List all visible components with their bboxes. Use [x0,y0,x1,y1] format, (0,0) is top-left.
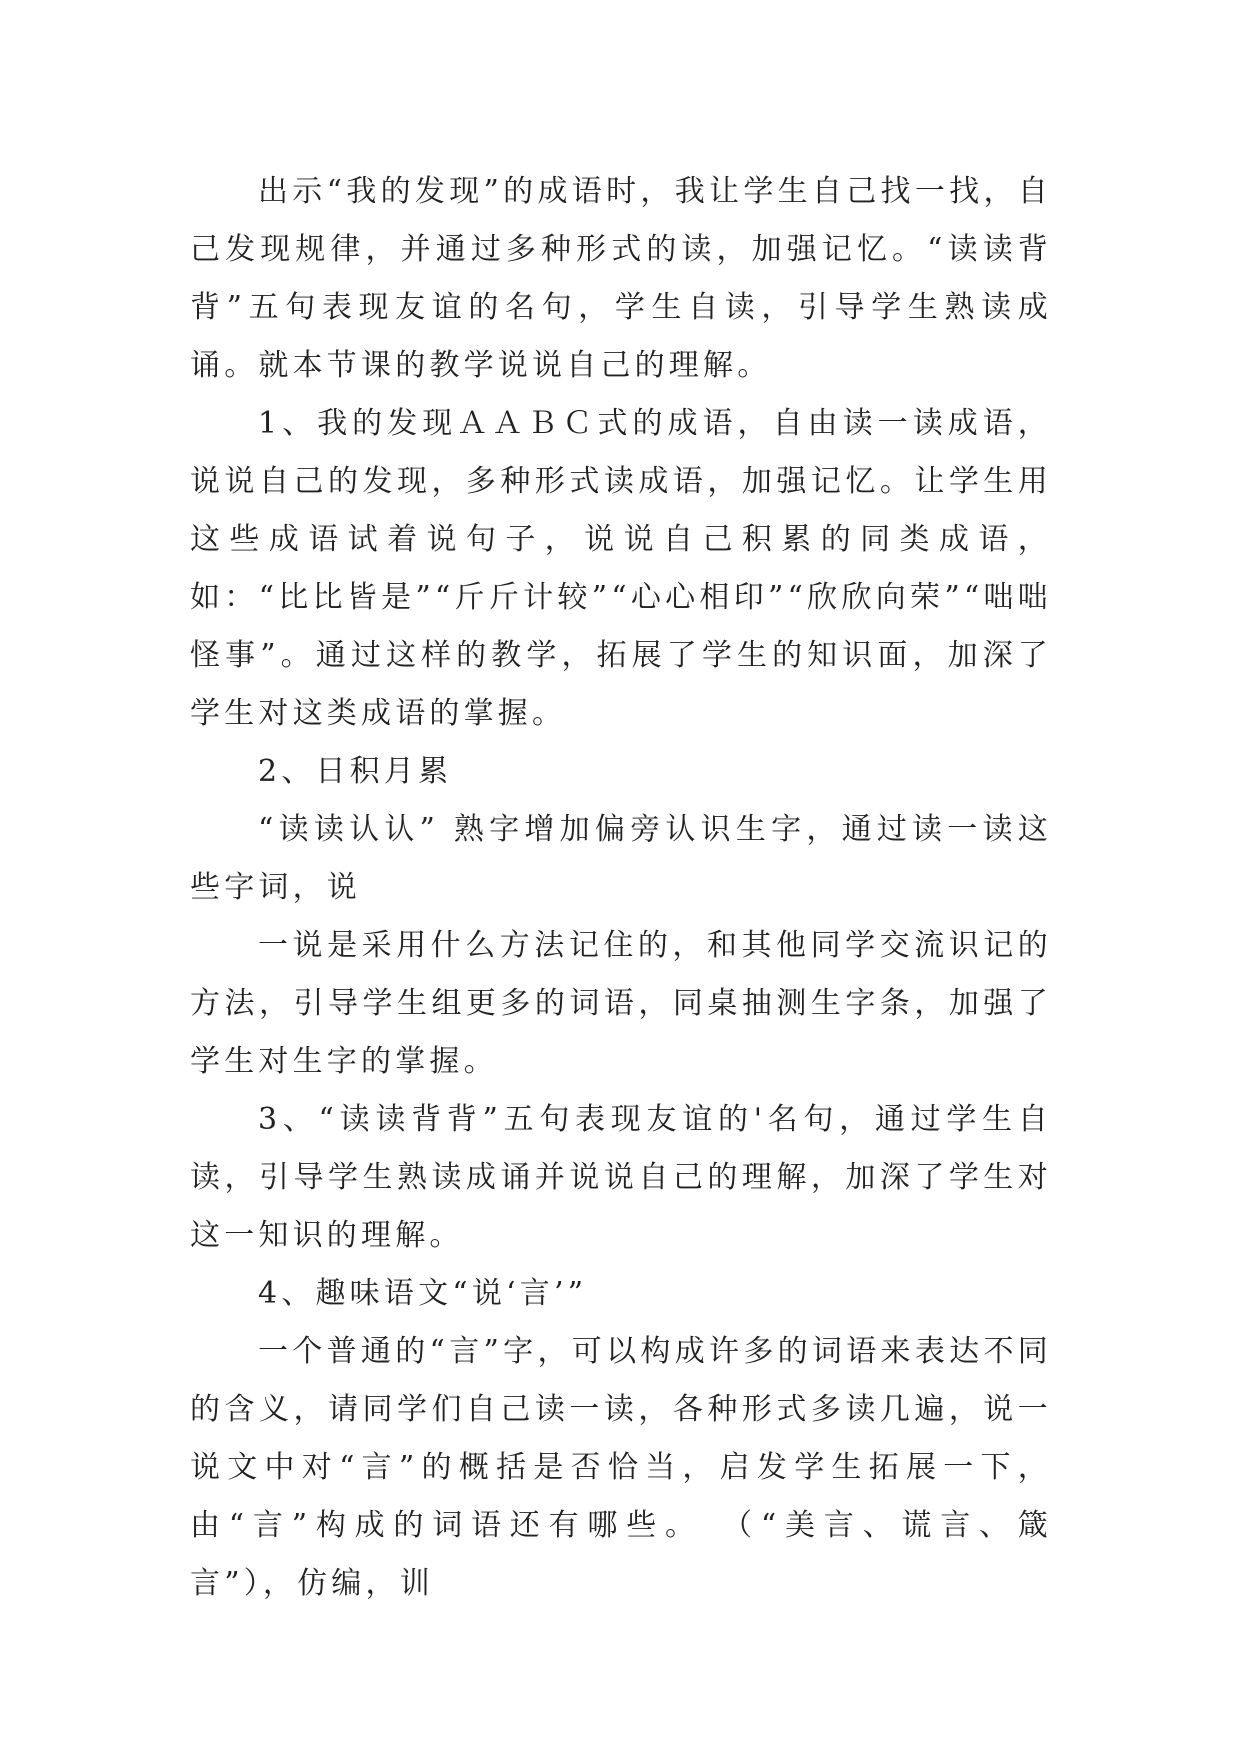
paragraph-item-2-body-a: “读读认认” 熟字增加偏旁认识生字，通过读一读这些字词，说 [190,812,1052,905]
paragraph-item-3: 3、“读读背背”五句表现友谊的'名句，通过学生自读，引导学生熟读成诵并说说自己的理解，加深了学生对这一知识的理解。 [190,1102,1052,1253]
paragraph-item-1: 1、我的发现ＡＡＢＣ式的成语，自由读一读成语，说说自己的发现，多种形式读成语，加强记忆。让学生用这些成语试着说句子，说说自己积累的同类成语，如：“比比皆是”“斤斤计较”“心心相印”“欣欣向荣”“咄咄怪事”。通过这样的教学，拓展了学生的知识面，加深了学生对这类成语的掌握。 [190,406,1052,731]
paragraph-item-4-heading: 4、趣味语文“说‘言’” [258,1276,588,1311]
paragraph-item-2-body-b: 一说是采用什么方法记住的，和其他同学交流识记的方法，引导学生组更多的词语，同桌抽测生字条，加强了学生对生字的掌握。 [190,928,1052,1079]
paragraph-item-2-heading: 2、日积月累 [258,754,453,789]
paragraph-intro: 出示“我的发现”的成语时，我让学生自己找一找，自己发现规律，并通过多种形式的读，加强记忆。“读读背背”五句表现友谊的名句，学生自读，引导学生熟读成诵。就本节课的教学说说自己的理解。 [190,174,1052,383]
document-body [190,163,1052,1613]
paragraph-item-4-body: 一个普通的“言”字，可以构成许多的词语来表达不同的含义，请同学们自己读一读，各种形式多读几遍，说一说文中对“言”的概括是否恰当，启发学生拓展一下，由“言”构成的词语还有哪些。 （“美言、谎言、箴言”），仿编，训 [190,1334,1052,1601]
